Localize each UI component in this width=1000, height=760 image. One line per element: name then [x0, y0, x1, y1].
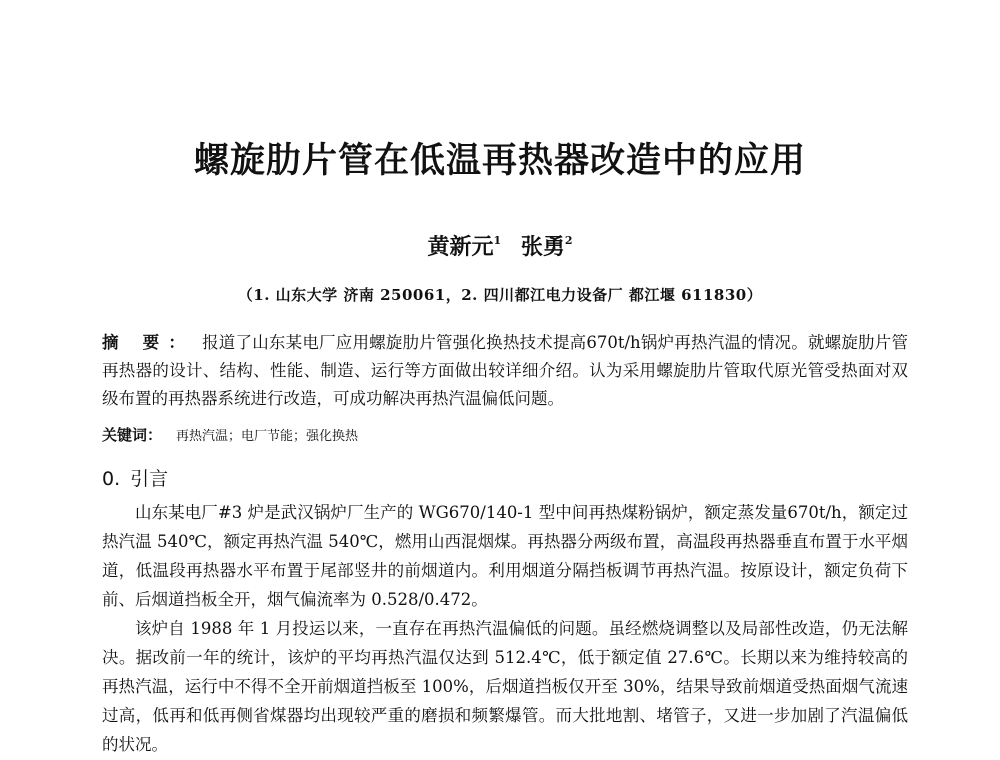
section-heading: [102, 464, 168, 491]
author-name: 黄新元$^1$: [427, 233, 502, 260]
paragraph: 山东某电厂#3 炉是武汉锅炉厂生产的 WG670/140-1 型中间再热煤粉锅炉，额定蒸发量670t/h，额定过热汽温 540℃，额定再热汽温 540℃，燃用山西混烟煤。再热器分两级布置，高温段再热器垂直布置于水平烟道，低温段再热器水平布置于尾部竖井的前烟道内。利用烟道分隔挡板调节再热汽温。按原设计，额定负荷下前、后烟道挡板全开，烟气偏流率为 0.528/0.472。: [102, 503, 908, 609]
keywords-text: 再热汽温；电厂节能；强化换热: [176, 429, 359, 444]
abstract-label: 摘 要：: [102, 333, 195, 352]
body-text: [102, 498, 908, 759]
section-number: 0.: [102, 468, 121, 490]
paragraph: 该炉自 1988 年 1 月投运以来，一直存在再热汽温偏低的问题。虽经燃烧调整以及局部性改造，仍无法解决。据改前一年的统计，该炉的平均再热汽温仅达到 512.4℃，低于额定值 27.6℃。长期以来为维持较高的再热汽温，运行中不得不全开前烟道挡板至 100%，后烟道挡板仅开至 30%，结果导致前烟道受热面烟气流速过高，低再和低再侧省煤器均出现较严重的磨损和频繁爆管。而大批地割、堵管子，又进一步加剧了汽温偏低的状况。: [102, 619, 908, 754]
affiliation-mark: 1: [493, 233, 502, 247]
author-line: [0, 230, 1000, 261]
section-title: 引言: [130, 468, 169, 490]
abstract: [102, 329, 908, 413]
author-name: 张勇$^2$: [520, 233, 573, 260]
keywords-label: 关键词：: [102, 426, 163, 444]
affiliation-mark: 2: [564, 233, 573, 247]
keywords: [102, 424, 908, 445]
paper-title: 螺旋肋片管在低温再热器改造中的应用: [193, 141, 806, 181]
affiliations: （1. 山东大学 济南 250061，2. 四川都江电力设备厂 都江堰 611830）: [237, 286, 763, 304]
abstract-text: 报道了山东某电厂应用螺旋肋片管强化换热技术提高670t/h锅炉再热汽温的情况。就螺旋肋片管再热器的设计、结构、性能、制造、运行等方面做出较详细介绍。认为采用螺旋肋片管取代原光管受热面对双级布置的再热器系统进行改造，可成功解决再热汽温偏低问题。: [102, 333, 908, 408]
